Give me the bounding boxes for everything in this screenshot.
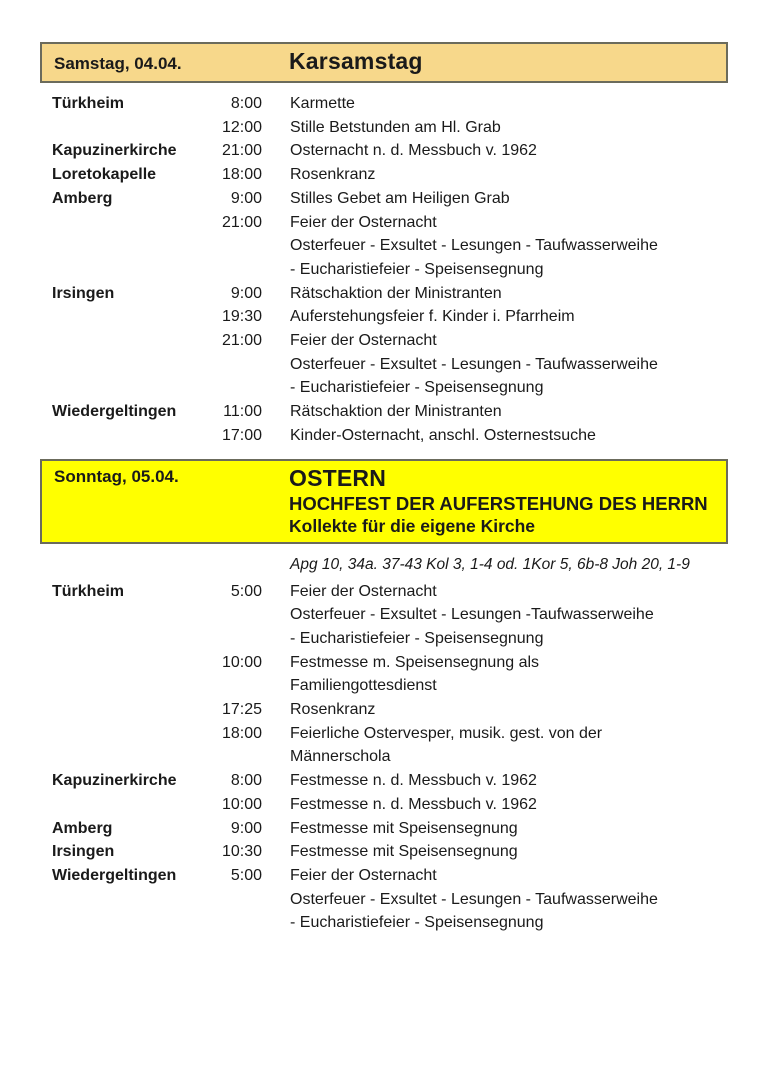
schedule-row xyxy=(52,187,728,211)
event-description xyxy=(262,651,728,698)
event-description-line: Rosenkranz xyxy=(290,701,376,719)
time-label: 21:00 xyxy=(221,142,262,160)
event-description xyxy=(262,92,728,116)
location-label: Wiedergeltingen xyxy=(52,866,177,884)
event-description-line: Stille Betstunden am Hl. Grab xyxy=(290,118,501,136)
event-description xyxy=(262,793,728,817)
event-description xyxy=(262,139,728,163)
section-subtitle: HOCHFEST DER AUFERSTEHUNG DES HERRN xyxy=(289,492,708,514)
event-description-line: Festmesse mit Speisensegnung xyxy=(290,819,518,837)
schedule-row xyxy=(52,211,728,282)
schedule-row xyxy=(52,580,728,651)
time-label: 18:00 xyxy=(221,724,262,742)
section-header xyxy=(40,42,728,83)
time-label: 18:00 xyxy=(221,166,262,184)
schedule-row xyxy=(52,698,728,722)
schedule-row xyxy=(52,651,728,698)
event-description xyxy=(262,698,728,722)
event-description xyxy=(262,305,728,329)
event-description-line: Osterfeuer - Exsultet - Lesungen - Taufwasserweihe xyxy=(290,890,658,908)
time-label: 21:00 xyxy=(221,332,262,350)
schedule-row xyxy=(52,793,728,817)
event-description-line: - Eucharistiefeier - Speisensegnung xyxy=(290,260,544,278)
location-label: Türkheim xyxy=(52,95,125,112)
event-description xyxy=(262,187,728,211)
location-label: Amberg xyxy=(52,189,113,207)
section-header xyxy=(40,459,728,544)
schedule-section xyxy=(40,42,728,448)
schedule-row xyxy=(52,722,728,769)
time-label: 8:00 xyxy=(230,95,262,112)
section-titles xyxy=(289,464,714,538)
time-label: 10:00 xyxy=(221,653,262,671)
time-label: 10:00 xyxy=(221,795,262,813)
event-description-line: Feier der Osternacht xyxy=(290,866,437,884)
schedule-row xyxy=(52,116,728,140)
schedule-row xyxy=(52,400,728,424)
event-description-line: Feierliche Ostervesper, musik. gest. von der xyxy=(290,724,603,742)
location-label: Kapuzinerkirche xyxy=(52,142,177,160)
event-description-line: Osterfeuer - Exsultet - Lesungen - Taufwasserweihe xyxy=(290,355,658,373)
event-description-line: - Eucharistiefeier - Speisensegnung xyxy=(290,914,544,932)
schedule-section xyxy=(40,459,728,936)
event-description xyxy=(262,722,728,769)
event-description-line: Rosenkranz xyxy=(290,166,376,184)
schedule-row xyxy=(52,769,728,793)
time-label: 12:00 xyxy=(221,118,262,136)
event-description-line: Auferstehungsfeier f. Kinder i. Pfarrheim xyxy=(290,308,575,326)
event-description-line: Osternacht n. d. Messbuch v. 1962 xyxy=(290,142,537,160)
location-label: Wiedergeltingen xyxy=(52,403,177,421)
time-label: 17:25 xyxy=(221,701,262,719)
location-label: Türkheim xyxy=(52,582,125,600)
event-description-line: Festmesse n. d. Messbuch v. 1962 xyxy=(290,772,537,790)
schedule-row xyxy=(52,840,728,864)
location-label xyxy=(52,698,200,722)
schedule-rows xyxy=(40,92,728,448)
location-label: Irsingen xyxy=(52,284,115,302)
section-date: Samstag, 04.04. xyxy=(54,54,182,73)
scripture-reference: Apg 10, 34a. 37-43 Kol 3, 1-4 od. 1Kor 5, 6b-8 Joh 20, 1-9 xyxy=(290,555,690,573)
event-description xyxy=(262,769,728,793)
event-description xyxy=(262,817,728,841)
event-description-line: Osterfeuer - Exsultet - Lesungen - Taufwasserweihe xyxy=(290,237,658,255)
time-label: 10:30 xyxy=(221,843,262,861)
section-date: Sonntag, 05.04. xyxy=(54,466,179,486)
time-label: 11:00 xyxy=(223,403,262,421)
schedule-row xyxy=(52,163,728,187)
event-description-line: Karmette xyxy=(290,95,355,112)
time-label: 9:00 xyxy=(230,189,262,207)
event-description xyxy=(262,400,728,424)
event-description xyxy=(262,840,728,864)
schedule-row xyxy=(52,92,728,116)
time-label: 19:30 xyxy=(221,308,262,326)
location-label: Kapuzinerkirche xyxy=(52,772,177,790)
event-description-line: Familiengottesdienst xyxy=(290,677,437,695)
event-description xyxy=(262,580,728,651)
location-label: Amberg xyxy=(52,819,113,837)
event-description-line: Männerschola xyxy=(290,748,391,766)
event-description xyxy=(262,864,728,935)
time-label: 21:00 xyxy=(221,213,262,231)
time-label: 5:00 xyxy=(230,582,262,600)
event-description-line: Festmesse m. Speisensegnung als xyxy=(290,653,540,671)
schedule-row xyxy=(52,864,728,935)
event-description-line: - Eucharistiefeier - Speisensegnung xyxy=(290,629,544,647)
section-title: OSTERN xyxy=(289,464,387,491)
location-label xyxy=(52,793,200,817)
location-label xyxy=(52,211,200,282)
event-description-line: Festmesse mit Speisensegnung xyxy=(290,843,518,861)
event-description xyxy=(262,282,728,306)
event-description-line: Rätschaktion der Ministranten xyxy=(290,284,502,302)
location-label xyxy=(52,305,200,329)
time-label: 9:00 xyxy=(230,819,262,837)
time-label: 5:00 xyxy=(230,866,262,884)
schedule-rows xyxy=(40,580,728,936)
location-label xyxy=(52,651,200,698)
event-description-line: Feier der Osternacht xyxy=(290,213,437,231)
location-label xyxy=(52,424,200,448)
event-description-line: Feier der Osternacht xyxy=(290,332,437,350)
location-label xyxy=(52,722,200,769)
schedule-row xyxy=(52,817,728,841)
location-label xyxy=(52,329,200,400)
section-collection-note: Kollekte für die eigene Kirche xyxy=(289,515,536,536)
section-title: Karsamstag xyxy=(289,48,423,74)
schedule-row xyxy=(52,305,728,329)
event-description xyxy=(262,329,728,400)
event-description-line: Festmesse n. d. Messbuch v. 1962 xyxy=(290,795,537,813)
schedule-sections xyxy=(40,42,728,935)
location-label xyxy=(52,116,200,140)
event-description xyxy=(262,116,728,140)
event-description-line: Rätschaktion der Ministranten xyxy=(290,403,502,421)
event-description xyxy=(262,424,728,448)
location-label: Irsingen xyxy=(52,843,115,861)
time-label: 8:00 xyxy=(230,772,262,790)
schedule-row xyxy=(52,329,728,400)
time-label: 17:00 xyxy=(221,426,262,444)
event-description-line: - Eucharistiefeier - Speisensegnung xyxy=(290,379,544,397)
event-description-line: Osterfeuer - Exsultet - Lesungen -Taufwasserweihe xyxy=(290,606,654,624)
event-description-line: Feier der Osternacht xyxy=(290,582,437,600)
location-label: Loretokapelle xyxy=(52,166,157,184)
schedule-row xyxy=(52,282,728,306)
schedule-row xyxy=(52,139,728,163)
schedule-row xyxy=(52,424,728,448)
time-label: 9:00 xyxy=(230,284,262,302)
event-description-line: Stilles Gebet am Heiligen Grab xyxy=(290,189,510,207)
event-description-line: Kinder-Osternacht, anschl. Osternestsuche xyxy=(290,426,596,444)
section-titles xyxy=(289,47,714,75)
event-description xyxy=(262,211,728,282)
event-description xyxy=(262,163,728,187)
